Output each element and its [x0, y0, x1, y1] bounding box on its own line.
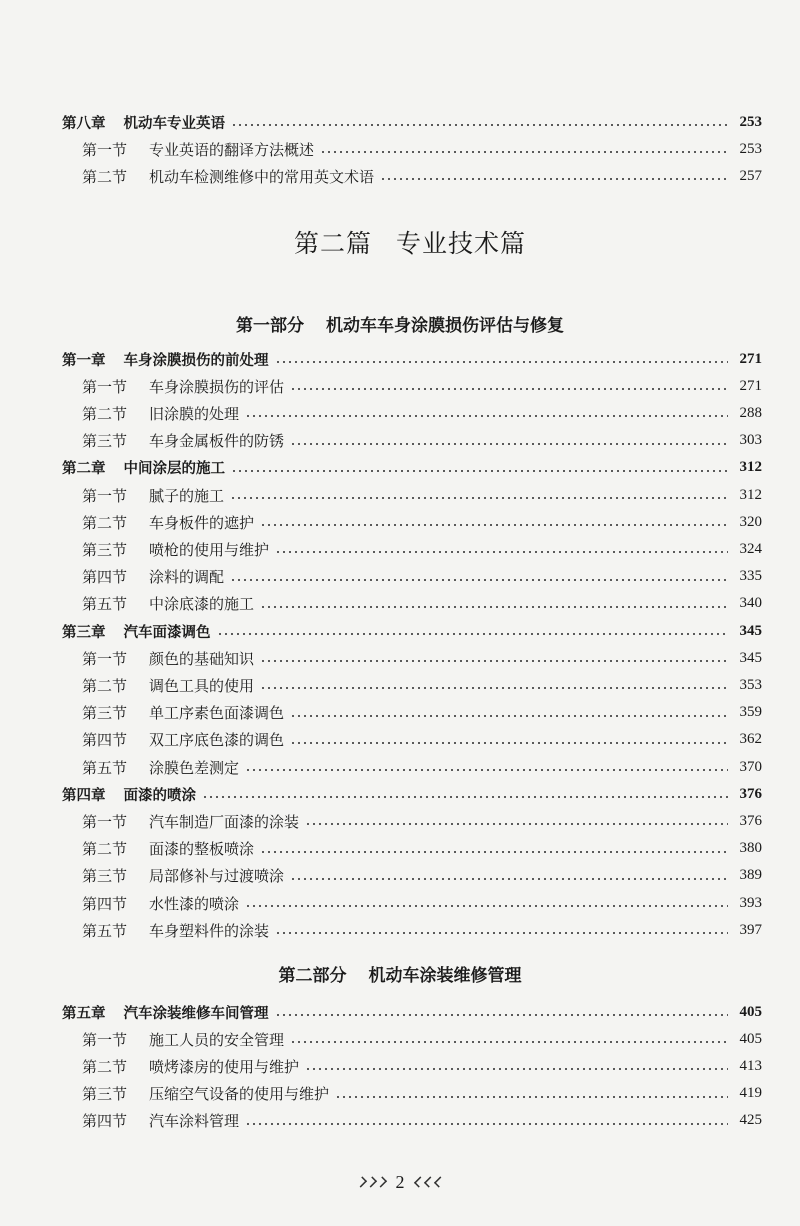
toc-entry-page: 312 — [739, 459, 762, 476]
part-one-title: 机动车车身涂膜损伤评估与修复 — [326, 316, 564, 336]
toc-entry-number: 第一节 — [82, 486, 128, 505]
toc-entry-number: 第三节 — [82, 540, 128, 559]
toc-chapter-entry — [62, 782, 762, 806]
toc-entry-page: 425 — [739, 1112, 762, 1129]
toc-chapter-entry — [62, 456, 762, 480]
dot-leader — [202, 796, 728, 798]
toc-entry-page: 257 — [739, 167, 762, 184]
toc-section-entry — [62, 137, 762, 161]
toc-section-entry — [62, 755, 762, 779]
toc-entry-number: 第三节 — [82, 867, 128, 886]
toc-entry-number: 第一节 — [82, 377, 128, 396]
dot-leader — [305, 1068, 728, 1070]
toc-entry-page: 393 — [739, 894, 762, 911]
dot-leader — [260, 687, 728, 689]
toc-entry-title: 中间涂层的施工 — [123, 461, 225, 478]
toc-section-entry — [62, 728, 762, 752]
toc-entry-number: 第一节 — [82, 140, 128, 159]
toc-chapter-entry — [62, 619, 762, 643]
toc-section-entry — [62, 565, 762, 589]
toc-entry-number: 第五章 — [62, 1005, 106, 1022]
toc-entry-page: 288 — [739, 404, 762, 421]
dot-leader — [275, 932, 728, 934]
toc-entry-page: 376 — [739, 785, 762, 802]
chevron-left-ornament-icon — [415, 1176, 444, 1188]
toc-entry-number: 第二节 — [82, 167, 128, 186]
toc-section-entry — [62, 429, 762, 453]
toc-entry-page: 303 — [739, 432, 762, 449]
toc-entry-number: 第二节 — [82, 1057, 128, 1076]
toc-entry-page: 397 — [739, 921, 762, 938]
dot-leader — [275, 1014, 729, 1016]
page-footer — [0, 1170, 800, 1194]
toc-entry-number: 第二节 — [82, 676, 128, 695]
dot-leader — [275, 551, 728, 553]
dot-leader — [245, 769, 728, 771]
toc-entry-title: 中涂底漆的施工 — [149, 595, 255, 614]
toc-entry-page: 320 — [739, 513, 762, 530]
dot-leader — [290, 715, 728, 717]
volume-number: 第二篇 — [293, 229, 372, 258]
toc-entry-number: 第一节 — [82, 812, 128, 831]
toc-section-entry — [62, 809, 762, 833]
toc-entry-title: 汽车涂装维修车间管理 — [123, 1005, 269, 1022]
toc-section-entry — [62, 1109, 762, 1133]
toc-entry-title: 面漆的喷涂 — [123, 787, 196, 804]
toc-entry-number: 第五节 — [82, 758, 128, 777]
toc-entry-title: 施工人员的安全管理 — [149, 1030, 285, 1049]
toc-entry-title: 压缩空气设备的使用与维护 — [149, 1085, 330, 1104]
toc-section-entry — [62, 918, 762, 942]
toc-section-entry — [62, 701, 762, 725]
toc-entry-title: 腻子的施工 — [149, 486, 225, 505]
dot-leader — [305, 823, 728, 825]
toc-entry-title: 涂料的调配 — [149, 568, 225, 587]
dot-leader — [230, 579, 728, 581]
toc-entry-page: 419 — [739, 1085, 762, 1102]
toc-entry-title: 颜色的基础知识 — [149, 649, 255, 668]
toc-chapter-entry — [62, 1000, 762, 1024]
toc-entry-number: 第四节 — [82, 894, 128, 913]
dot-leader — [231, 124, 728, 126]
volume-title: 专业技术篇 — [396, 229, 527, 258]
toc-entry-number: 第八章 — [62, 115, 106, 132]
dot-leader — [290, 878, 728, 880]
toc-entry-title: 双工序底色漆的调色 — [149, 731, 285, 750]
toc-entry-number: 第三节 — [82, 1085, 128, 1104]
dot-leader — [230, 497, 728, 499]
dot-leader — [217, 633, 729, 635]
toc-section-entry — [62, 510, 762, 534]
toc-entry-page: 405 — [739, 1003, 762, 1020]
dot-leader — [245, 415, 728, 417]
part-one-number: 第一部分 — [236, 316, 304, 336]
toc-section-entry — [62, 864, 762, 888]
toc-entry-title: 机动车专业英语 — [123, 115, 225, 132]
dot-leader — [380, 178, 728, 180]
toc-section-entry — [62, 374, 762, 398]
volume-heading — [0, 224, 800, 260]
dot-leader — [275, 361, 729, 363]
part-two-title: 机动车涂装维修管理 — [368, 966, 522, 986]
toc-entry-number: 第一节 — [82, 1030, 128, 1049]
toc-entry-page: 335 — [739, 568, 762, 585]
page-number: 2 — [395, 1171, 405, 1192]
toc-entry-page: 271 — [739, 350, 762, 367]
toc-entry-title: 汽车涂料管理 — [149, 1112, 240, 1131]
toc-entry-title: 专业英语的翻译方法概述 — [149, 140, 315, 159]
toc-chapter-entry — [62, 347, 762, 371]
toc-entry-number: 第三节 — [82, 432, 128, 451]
toc-section-entry — [62, 401, 762, 425]
dot-leader — [260, 606, 728, 608]
toc-entry-number: 第四章 — [62, 787, 106, 804]
toc-entry-number: 第一章 — [62, 352, 106, 369]
toc-entry-page: 345 — [739, 622, 762, 639]
toc-entry-number: 第五节 — [82, 921, 128, 940]
toc-entry-number: 第三节 — [82, 704, 128, 723]
toc-section-entry — [62, 483, 762, 507]
part-one-heading — [0, 311, 800, 336]
toc-entry-title: 车身板件的遮护 — [149, 513, 255, 532]
toc-entry-title: 喷烤漆房的使用与维护 — [149, 1057, 300, 1076]
dot-leader — [290, 443, 728, 445]
toc-entry-title: 喷枪的使用与维护 — [149, 540, 270, 559]
toc-entry-number: 第二节 — [82, 513, 128, 532]
toc-entry-title: 单工序素色面漆调色 — [149, 704, 285, 723]
dot-leader — [290, 742, 728, 744]
toc-entry-page: 389 — [739, 867, 762, 884]
toc-section-entry — [62, 891, 762, 915]
toc-entry-page: 253 — [739, 113, 762, 130]
dot-leader — [260, 660, 728, 662]
toc-entry-number: 第一节 — [82, 649, 128, 668]
toc-entry-title: 车身涂膜损伤的前处理 — [123, 352, 269, 369]
toc-entry-title: 车身涂膜损伤的评估 — [149, 377, 285, 396]
toc-entry-number: 第五节 — [82, 595, 128, 614]
toc-section-entry — [62, 837, 762, 861]
toc-entry-number: 第二章 — [62, 461, 106, 478]
toc-entry-title: 汽车面漆调色 — [123, 624, 211, 641]
dot-leader — [320, 151, 728, 153]
toc-section-entry — [62, 537, 762, 561]
dot-leader — [290, 1041, 728, 1043]
toc-entry-title: 车身塑料件的涂装 — [149, 921, 270, 940]
toc-entry-page: 253 — [739, 140, 762, 157]
toc-section-entry — [62, 1027, 762, 1051]
toc-entry-page: 359 — [739, 704, 762, 721]
toc-entry-page: 370 — [739, 758, 762, 775]
dot-leader — [335, 1096, 728, 1098]
toc-section-entry — [62, 646, 762, 670]
toc-entry-number: 第四节 — [82, 731, 128, 750]
toc-section-entry — [62, 164, 762, 188]
toc-entry-page: 340 — [739, 595, 762, 612]
toc-entry-page: 312 — [739, 486, 762, 503]
dot-leader — [231, 470, 728, 472]
toc-entry-number: 第四节 — [82, 568, 128, 587]
toc-entry-title: 面漆的整板喷涂 — [149, 840, 255, 859]
toc-entry-number: 第四节 — [82, 1112, 128, 1131]
toc-entry-title: 旧涂膜的处理 — [149, 404, 240, 423]
toc-entry-page: 271 — [739, 377, 762, 394]
toc-section-entry — [62, 1082, 762, 1106]
toc-entry-page: 413 — [739, 1057, 762, 1074]
toc-entry-title: 汽车制造厂面漆的涂装 — [149, 812, 300, 831]
toc-entry-page: 362 — [739, 731, 762, 748]
toc-entry-title: 机动车检测维修中的常用英文术语 — [149, 167, 375, 186]
dot-leader — [260, 524, 728, 526]
toc-entry-page: 345 — [739, 649, 762, 666]
toc-entry-page: 405 — [739, 1030, 762, 1047]
toc-entry-number: 第三章 — [62, 624, 106, 641]
toc-entry-title: 水性漆的喷涂 — [149, 894, 240, 913]
toc-section-entry — [62, 673, 762, 697]
toc-entry-title: 局部修补与过渡喷涂 — [149, 867, 285, 886]
part-two-number: 第二部分 — [278, 966, 347, 986]
chevron-right-ornament-icon — [357, 1176, 386, 1188]
dot-leader — [245, 905, 728, 907]
toc-chapter-entry — [62, 110, 762, 134]
dot-leader — [290, 388, 728, 390]
dot-leader — [245, 1123, 728, 1125]
toc-section-entry — [62, 1054, 762, 1078]
toc-entry-title: 涂膜色差测定 — [149, 758, 240, 777]
toc-section-entry — [62, 592, 762, 616]
toc-entry-page: 324 — [739, 540, 762, 557]
toc-entry-title: 车身金属板件的防锈 — [149, 432, 285, 451]
toc-entry-number: 第二节 — [82, 840, 128, 859]
dot-leader — [260, 851, 728, 853]
toc-entry-page: 376 — [739, 812, 762, 829]
part-two-heading — [0, 961, 800, 986]
toc-entry-title: 调色工具的使用 — [149, 676, 255, 695]
toc-entry-page: 380 — [739, 840, 762, 857]
toc-entry-number: 第二节 — [82, 404, 128, 423]
toc-entry-page: 353 — [739, 676, 762, 693]
